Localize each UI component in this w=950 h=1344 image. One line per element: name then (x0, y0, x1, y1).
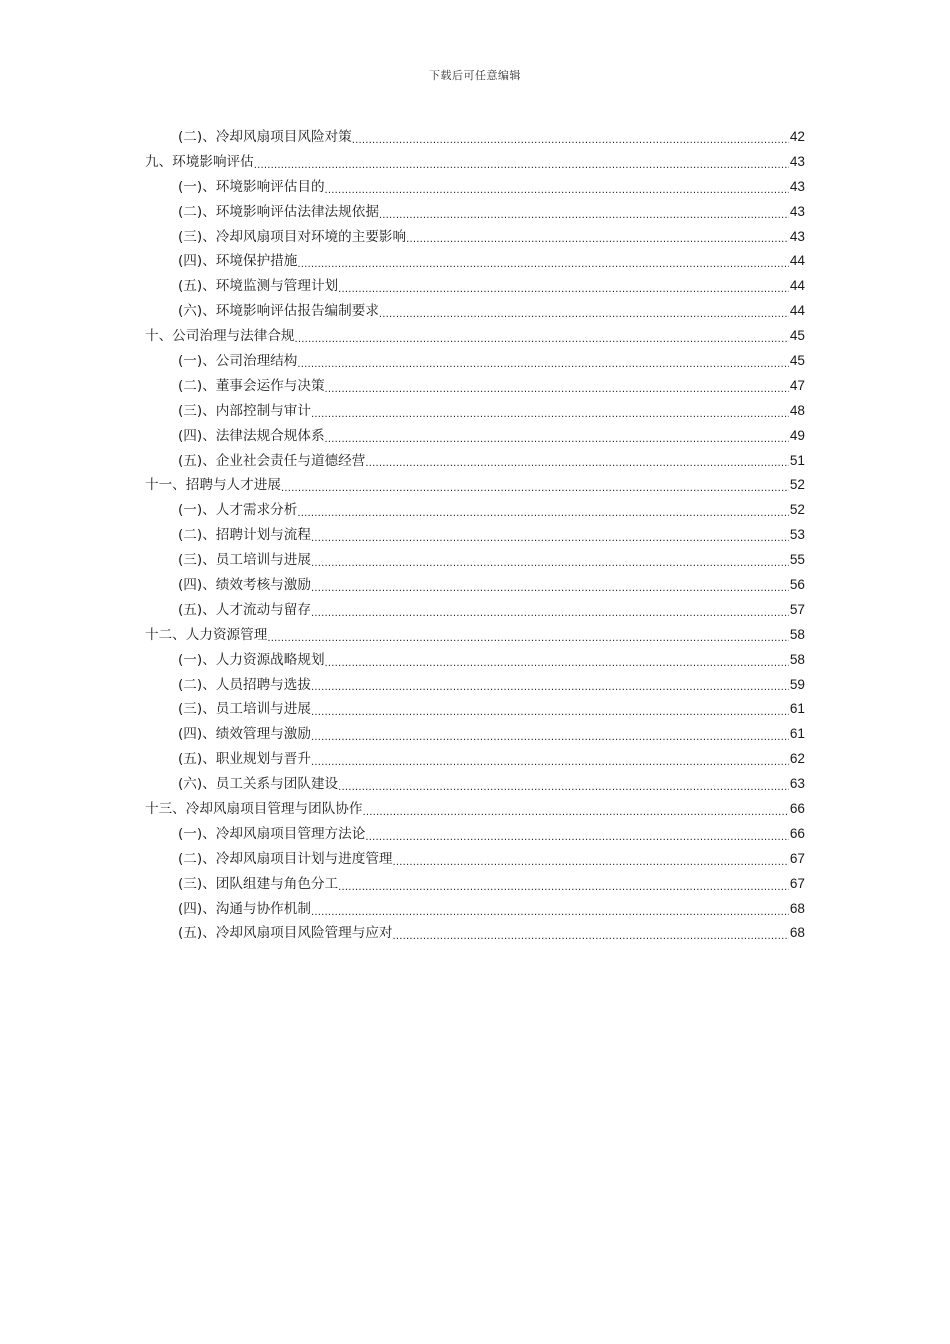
toc-dot-leader (311, 573, 789, 598)
toc-dot-leader (393, 922, 789, 947)
toc-entry-title: 十三、冷却风扇项目管理与团队协作 (145, 801, 363, 818)
toc-entry[interactable] (145, 548, 805, 573)
toc-entry[interactable] (145, 598, 805, 623)
toc-entry-title: (二)、董事会运作与决策 (178, 377, 325, 394)
toc-entry-page-number: 45 (789, 328, 805, 344)
toc-dot-leader (338, 274, 789, 299)
toc-dot-leader (297, 249, 789, 274)
toc-entry[interactable] (145, 847, 805, 872)
toc-dot-leader (311, 747, 789, 772)
toc-entry-page-number: 59 (789, 676, 805, 692)
page-header: 下载后可任意编辑 (429, 69, 521, 82)
toc-entry[interactable] (145, 697, 805, 722)
toc-dot-leader (406, 225, 789, 250)
toc-dot-leader (311, 399, 789, 424)
toc-entry-title: (四)、绩效管理与激励 (178, 726, 311, 743)
toc-entry-title: (二)、人员招聘与选拔 (178, 676, 311, 693)
toc-dot-leader (338, 772, 789, 797)
toc-entry[interactable] (145, 175, 805, 200)
toc-entry-page-number: 57 (789, 601, 805, 617)
toc-entry-title: 十、公司治理与法律合规 (145, 328, 295, 345)
toc-dot-leader (311, 722, 789, 747)
toc-entry-title: (一)、人才需求分析 (178, 502, 298, 519)
toc-entry[interactable] (145, 449, 805, 474)
toc-dot-leader (311, 697, 789, 722)
toc-entry[interactable] (145, 249, 805, 274)
toc-entry-page-number: 43 (789, 203, 805, 219)
toc-entry[interactable] (145, 673, 805, 698)
toc-dot-leader (297, 349, 789, 374)
toc-entry-page-number: 67 (789, 850, 805, 866)
toc-entry-page-number: 43 (789, 228, 805, 244)
toc-entry[interactable] (145, 573, 805, 598)
toc-entry-page-number: 55 (789, 552, 805, 568)
toc-dot-leader (338, 872, 789, 897)
toc-entry[interactable] (145, 648, 805, 673)
toc-dot-leader (297, 498, 789, 523)
toc-entry-title: (三)、冷却风扇项目对环境的主要影响 (178, 228, 407, 245)
toc-entry[interactable] (145, 225, 805, 250)
toc-entry-page-number: 44 (789, 303, 805, 319)
toc-dot-leader (393, 847, 789, 872)
toc-entry[interactable] (145, 872, 805, 897)
toc-entry[interactable] (145, 424, 805, 449)
toc-entry-title: (五)、人才流动与留存 (178, 601, 311, 618)
toc-entry-title: (四)、绩效考核与激励 (178, 577, 311, 594)
toc-entry[interactable] (145, 722, 805, 747)
toc-dot-leader (363, 797, 790, 822)
toc-entry-page-number: 66 (789, 825, 805, 841)
toc-entry[interactable] (145, 922, 805, 947)
toc-entry[interactable] (145, 772, 805, 797)
toc-entry-page-number: 58 (789, 626, 805, 642)
toc-entry-title: (二)、冷却风扇项目风险对策 (178, 128, 352, 145)
toc-entry-page-number: 68 (789, 900, 805, 916)
toc-dot-leader (254, 150, 789, 175)
toc-dot-leader (379, 299, 789, 324)
toc-entry-page-number: 44 (789, 253, 805, 269)
toc-dot-leader (325, 648, 789, 673)
toc-entry[interactable] (145, 324, 805, 349)
toc-entry-title: (三)、员工培训与进展 (178, 701, 311, 718)
toc-entry-page-number: 52 (789, 502, 805, 518)
toc-entry[interactable] (145, 897, 805, 922)
toc-entry-page-number: 68 (789, 925, 805, 941)
toc-dot-leader (379, 200, 789, 225)
toc-entry[interactable] (145, 349, 805, 374)
toc-entry-page-number: 42 (789, 128, 805, 144)
toc-entry-title: (六)、员工关系与团队建设 (178, 776, 339, 793)
toc-dot-leader (281, 473, 789, 498)
toc-entry-page-number: 61 (789, 701, 805, 717)
toc-entry-title: (四)、沟通与协作机制 (178, 900, 311, 917)
toc-entry-title: (五)、冷却风扇项目风险管理与应对 (178, 925, 393, 942)
toc-entry-title: 十二、人力资源管理 (145, 626, 268, 643)
toc-entry-title: (二)、招聘计划与流程 (178, 527, 311, 544)
toc-entry-title: (五)、企业社会责任与道德经营 (178, 452, 366, 469)
toc-dot-leader (365, 449, 789, 474)
toc-dot-leader (325, 424, 789, 449)
toc-entry[interactable] (145, 374, 805, 399)
toc-entry-title: (一)、人力资源战略规划 (178, 651, 325, 668)
toc-entry-page-number: 53 (789, 527, 805, 543)
toc-entry[interactable] (145, 623, 805, 648)
toc-entry-page-number: 43 (789, 153, 805, 169)
table-of-contents (145, 125, 805, 946)
toc-dot-leader (311, 523, 789, 548)
toc-entry-title: (三)、员工培训与进展 (178, 552, 311, 569)
toc-entry-page-number: 52 (789, 477, 805, 493)
toc-entry-title: (五)、职业规划与晋升 (178, 751, 311, 768)
toc-entry[interactable] (145, 274, 805, 299)
toc-entry-page-number: 49 (789, 427, 805, 443)
toc-entry-title: (二)、冷却风扇项目计划与进度管理 (178, 850, 393, 867)
toc-entry-page-number: 56 (789, 577, 805, 593)
toc-entry[interactable] (145, 523, 805, 548)
toc-dot-leader (311, 673, 789, 698)
toc-entry-page-number: 45 (789, 353, 805, 368)
toc-entry-page-number: 47 (789, 377, 805, 393)
toc-entry-title: (五)、环境监测与管理计划 (178, 278, 339, 295)
toc-dot-leader (267, 623, 789, 648)
toc-dot-leader (311, 897, 789, 922)
toc-entry-title: (一)、环境影响评估目的 (178, 178, 325, 195)
toc-entry[interactable] (145, 200, 805, 225)
toc-entry-title: (六)、环境影响评估报告编制要求 (178, 303, 379, 320)
toc-entry-title: (一)、公司治理结构 (178, 353, 298, 369)
toc-dot-leader (295, 324, 789, 349)
toc-entry-page-number: 67 (789, 875, 805, 891)
toc-entry-title: 九、环境影响评估 (145, 153, 254, 170)
toc-dot-leader (325, 175, 789, 200)
toc-entry[interactable] (145, 747, 805, 772)
toc-entry-page-number: 43 (789, 178, 805, 194)
toc-entry[interactable] (145, 299, 805, 324)
toc-entry-title: (三)、内部控制与审计 (178, 402, 311, 419)
toc-entry-page-number: 62 (789, 751, 805, 767)
toc-entry-page-number: 51 (789, 452, 805, 468)
toc-dot-leader (325, 374, 789, 399)
toc-entry-title: (四)、环境保护措施 (178, 253, 298, 270)
toc-entry[interactable] (145, 399, 805, 424)
toc-entry[interactable] (145, 822, 805, 847)
toc-entry-page-number: 44 (789, 278, 805, 294)
toc-dot-leader (352, 125, 789, 150)
toc-entry-title: 十一、招聘与人才进展 (145, 477, 281, 494)
toc-entry[interactable] (145, 150, 805, 175)
toc-dot-leader (365, 822, 789, 847)
toc-entry-page-number: 58 (789, 651, 805, 667)
toc-entry-title: (四)、法律法规合规体系 (178, 427, 325, 444)
toc-entry[interactable] (145, 498, 805, 523)
toc-entry-page-number: 61 (789, 726, 805, 742)
toc-dot-leader (311, 598, 789, 623)
toc-entry-page-number: 48 (789, 402, 805, 418)
toc-entry-title: (三)、团队组建与角色分工 (178, 875, 339, 892)
toc-entry-title: (一)、冷却风扇项目管理方法论 (178, 825, 366, 842)
toc-entry-title: (二)、环境影响评估法律法规依据 (178, 203, 379, 220)
toc-entry[interactable] (145, 125, 805, 150)
toc-entry-page-number: 66 (789, 801, 805, 817)
toc-entry[interactable] (145, 797, 805, 822)
toc-entry[interactable] (145, 473, 805, 498)
toc-dot-leader (311, 548, 789, 573)
toc-entry-page-number: 63 (789, 776, 805, 792)
